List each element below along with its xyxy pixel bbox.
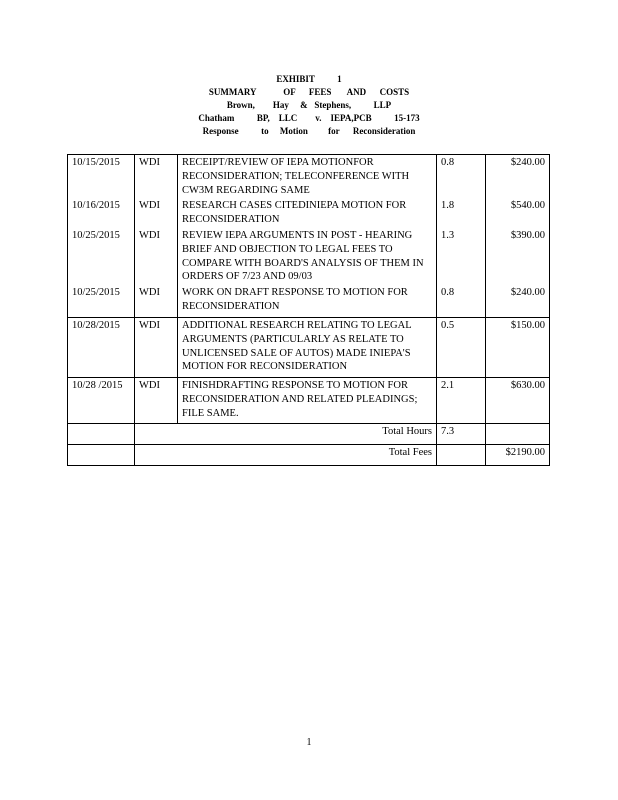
entry-description: RESEARCH CASES CITEDINIEPA MOTION FOR RECONSIDERATION: [182, 200, 407, 225]
total-hours-empty: [68, 424, 135, 445]
entry-description: RECEIPT/REVIEW OF IEPA MOTIONFOR RECONSIDERATION; TELECONFERENCE WITH CW3M REGARDING SAME: [182, 157, 410, 196]
entry-date: 10/28 /2015: [72, 380, 123, 391]
entry-description: ADDITIONAL RESEARCH RELATING TO LEGAL ARGUMENTS (PARTICULARLY AS RELATE TO UNLICENSED SALE OF AUTOS) MADE INIEPA'S MOTION FOR RECONSIDERATION: [182, 320, 412, 373]
entry-hours: 1.3: [441, 230, 455, 241]
entry-amount: $390.00: [510, 230, 545, 241]
entry-attorney-cell: [135, 378, 178, 424]
entry-attorney: WDI: [139, 320, 160, 331]
entry-amount: $240.00: [510, 287, 545, 298]
entry-attorney: WDI: [139, 200, 160, 211]
entry-date: 10/28/2015: [72, 320, 120, 331]
entry-description: FINISHDRAFTING RESPONSE TO MOTION FOR RECONSIDERATION AND RELATED PLEADINGS; FILE SAME.: [182, 380, 418, 419]
fee-group-row: [68, 155, 550, 318]
entry-date: 10/25/2015: [72, 287, 120, 298]
total-hours-amount-empty: [486, 424, 550, 445]
entry-description-cell: [178, 318, 437, 378]
document-header: [0, 73, 618, 138]
case-caption: Chatham BP, LLC v. IEPA,PCB 15-173: [198, 113, 420, 123]
fees-table: [67, 154, 550, 466]
entry-hours: 0.8: [441, 287, 455, 298]
entry-description-cell: [178, 378, 437, 424]
entry-description: WORK ON DRAFT RESPONSE TO MOTION FOR RECONSIDERATION: [182, 287, 408, 312]
entry-attorney: WDI: [139, 230, 160, 241]
total-hours-value: 7.3: [437, 424, 486, 445]
entry-hours-cell: [437, 318, 486, 378]
exhibit-title: EXHIBIT 1: [276, 74, 342, 84]
entry-date: 10/25/2015: [72, 230, 120, 241]
entry-hours: 0.8: [441, 157, 455, 168]
entry-hours: 1.8: [441, 200, 455, 211]
entry-date-cell: [68, 155, 135, 318]
entry-description: REVIEW IEPA ARGUMENTS IN POST - HEARING BRIEF AND OBJECTION TO LEGAL FEES TO COMPARE WITH BOARD'S ANALYSIS OF THEM IN ORDERS OF 7/23 AND 09/03: [182, 230, 424, 283]
entry-hours-cell: [437, 155, 486, 318]
fees-table-body: [68, 155, 550, 466]
entry-amount-cell: [486, 155, 550, 318]
total-fees-hours-empty: [437, 445, 486, 466]
entry-date: 10/16/2015: [72, 200, 120, 211]
entry-description-cell: [178, 155, 437, 318]
entry-attorney-cell: [135, 155, 178, 318]
entry-amount: $630.00: [510, 380, 545, 391]
total-fees-row: [68, 445, 550, 466]
total-hours-row: [68, 424, 550, 445]
fee-group-row: [68, 378, 550, 424]
entry-hours: 0.5: [441, 320, 455, 331]
entry-attorney-cell: [135, 318, 178, 378]
entry-amount-cell: [486, 318, 550, 378]
entry-attorney: WDI: [139, 287, 160, 298]
entry-date-cell: [68, 378, 135, 424]
entry-hours: 2.1: [441, 380, 455, 391]
entry-attorney: WDI: [139, 157, 160, 168]
entry-amount: $150.00: [510, 320, 545, 331]
page-number: 1: [306, 737, 312, 748]
document-subject: Response to Motion for Reconsideration: [202, 126, 416, 136]
total-fees-value: $2190.00: [486, 445, 550, 466]
entry-hours-cell: [437, 378, 486, 424]
entry-attorney: WDI: [139, 380, 160, 391]
total-fees-label: Total Fees: [135, 445, 437, 466]
entry-amount-cell: [486, 378, 550, 424]
summary-title: SUMMARY OF FEES AND COSTS: [208, 87, 410, 97]
entry-date-cell: [68, 318, 135, 378]
entry-date: 10/15/2015: [72, 157, 120, 168]
entry-amount: $240.00: [510, 157, 545, 168]
total-hours-label: Total Hours: [135, 424, 437, 445]
total-fees-empty: [68, 445, 135, 466]
firm-name: Brown, Hay & Stephens, LLP: [226, 100, 392, 110]
fee-group-row: [68, 318, 550, 378]
entry-amount: $540.00: [510, 200, 545, 211]
